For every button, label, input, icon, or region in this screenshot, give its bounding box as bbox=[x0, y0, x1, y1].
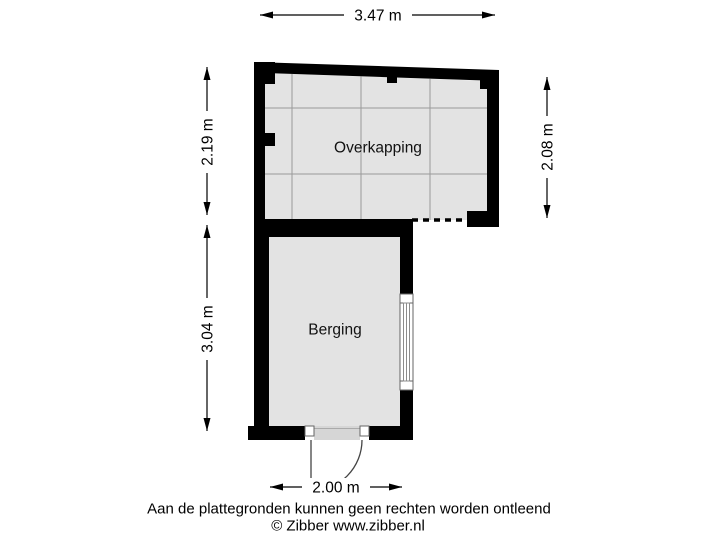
footer bbox=[147, 501, 551, 535]
corner-post-top-left bbox=[254, 62, 275, 84]
wall-right bbox=[487, 70, 499, 227]
dimension-right-label: 2.08 m bbox=[539, 123, 557, 171]
dimension-top bbox=[260, 6, 495, 25]
wall-berging-left bbox=[254, 219, 269, 440]
arrowhead-down bbox=[544, 205, 551, 218]
door-post-right bbox=[360, 426, 369, 436]
room-label-overkapping: Overkapping bbox=[334, 139, 422, 157]
arrowhead-up bbox=[544, 77, 551, 90]
wall-left-upper bbox=[254, 62, 265, 219]
corner-post-bottom-right bbox=[467, 211, 499, 227]
arrowhead-right bbox=[389, 484, 402, 491]
dimension-top-label: 3.47 m bbox=[354, 7, 402, 25]
arrowhead-up bbox=[204, 67, 211, 80]
footer-copyright: © Zibber www.zibber.nl bbox=[271, 517, 425, 535]
wall-berging-bottom-right bbox=[369, 426, 413, 440]
arrowhead-up bbox=[204, 225, 211, 238]
dimension-left-lower bbox=[198, 225, 217, 431]
dimension-right bbox=[538, 77, 557, 218]
window-sill-bottom bbox=[400, 381, 413, 390]
footer-disclaimer: Aan de plattegronden kunnen geen rechten worden ontleend bbox=[147, 500, 551, 518]
room-label-berging: Berging bbox=[308, 321, 362, 339]
door-post-left bbox=[305, 426, 314, 436]
arrowhead-right bbox=[482, 12, 495, 19]
pillar-top bbox=[387, 72, 397, 83]
arrowhead-left bbox=[270, 484, 283, 491]
dimension-left-lower-label: 3.04 m bbox=[199, 305, 217, 353]
pillar-left bbox=[265, 133, 275, 146]
arrowhead-down bbox=[204, 418, 211, 431]
wall-berging-right-upper bbox=[400, 219, 413, 294]
arrowhead-down bbox=[204, 202, 211, 215]
dimension-bottom-label: 2.00 m bbox=[312, 479, 360, 497]
dimension-bottom bbox=[270, 478, 402, 497]
dimension-left-upper-label: 2.19 m bbox=[199, 118, 217, 166]
window-sill-top bbox=[400, 294, 413, 303]
dimension-left-upper bbox=[198, 67, 217, 215]
window bbox=[400, 294, 413, 390]
wall-berging-bottom-left bbox=[248, 426, 305, 440]
arrowhead-left bbox=[260, 12, 273, 19]
wall-berging-top bbox=[254, 219, 412, 237]
